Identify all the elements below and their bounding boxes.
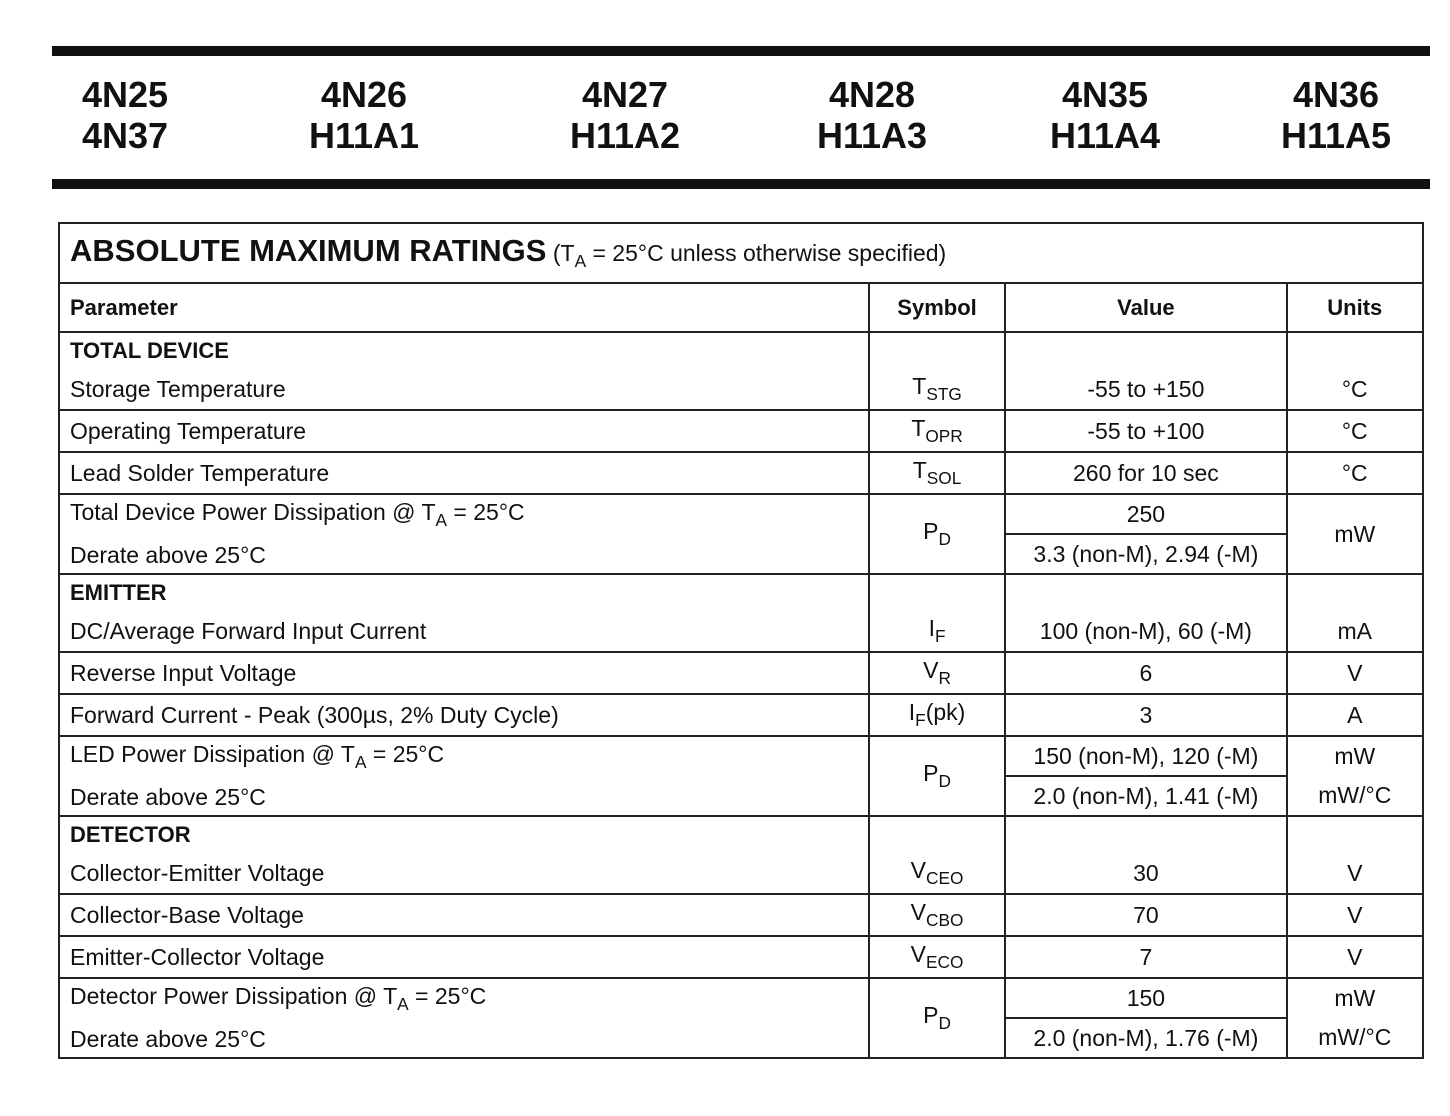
symbol-cell: $T_{OPR}$ [869,410,1005,452]
value-cell: 7 [1005,936,1286,978]
part-number: 4N28 [828,74,916,115]
unit-cell: °C [1287,369,1423,410]
symbol-cell: $T_{SOL}$ [869,452,1005,494]
part-number: 4N25 [81,74,169,115]
part-number: H11A5 [1280,115,1392,156]
symbol-cell: $P_D$ [869,736,1005,816]
value-cell: -55 to +150 [1005,369,1286,410]
unit-cell: A [1287,694,1423,736]
table-header-row [59,283,1423,332]
part-number-header [0,74,1450,164]
symbol-cell: $T_{STG}$ [869,369,1005,410]
unit-cell: mW/°C [1287,1018,1423,1058]
param-cell: Detector Power Dissipation @ $T_A = 25^\circ C$ Derate above 25°C [59,978,869,1058]
param-cell: DC/Average Forward Input Current [59,611,869,652]
part-number-group [15,74,235,156]
param-cell: Forward Current - Peak (300µs, 2% Duty Cycle) [59,694,869,736]
table-row [59,978,1423,1018]
top-rule [52,46,1430,56]
symbol-cell: $P_D$ [869,494,1005,574]
value-cell: 250 [1005,494,1286,534]
unit-cell: V [1287,652,1423,694]
param-cell: Collector-Emitter Voltage [59,853,869,894]
table-row [59,936,1423,978]
absolute-maximum-ratings-table [58,222,1424,1059]
table-title-text: ABSOLUTE MAXIMUM RATINGS [70,233,547,269]
table-condition: ($T_A = 25^\circ C$ unless otherwise specified) [552,240,947,272]
value-cell: 3.3 (non-M), 2.94 (-M) [1005,534,1286,574]
table-row [59,694,1423,736]
column-header-value: Value [1005,283,1286,332]
bottom-rule [52,179,1430,189]
unit-cell: mA [1287,611,1423,652]
value-cell: 2.0 (non-M), 1.76 (-M) [1005,1018,1286,1058]
part-number: 4N27 [581,74,669,115]
unit-cell: mW [1287,978,1423,1018]
column-header-symbol: Symbol [869,283,1005,332]
table-row [59,853,1423,894]
symbol-cell: $P_D$ [869,978,1005,1058]
value-cell: 3 [1005,694,1286,736]
unit-cell: mW [1287,494,1423,574]
param-cell: Operating Temperature [59,410,869,452]
value-cell: 100 (non-M), 60 (-M) [1005,611,1286,652]
symbol-cell: $V_{CBO}$ [869,894,1005,936]
table-title [59,223,1423,283]
part-number: H11A4 [1049,115,1161,156]
unit-cell: V [1287,936,1423,978]
part-number-group [1226,74,1446,156]
part-number-group [762,74,982,156]
section-row [59,816,1423,853]
value-cell: 150 [1005,978,1286,1018]
unit-cell: °C [1287,410,1423,452]
param-cell: Total Device Power Dissipation @ $T_A = 25^\circ C$ Derate above 25°C [59,494,869,574]
value-cell: 150 (non-M), 120 (-M) [1005,736,1286,776]
table-row [59,369,1423,410]
section-label: TOTAL DEVICE [59,332,869,369]
value-cell: 30 [1005,853,1286,894]
part-number-group [995,74,1215,156]
value-cell: 2.0 (non-M), 1.41 (-M) [1005,776,1286,816]
param-cell: LED Power Dissipation @ $T_A = 25^\circ C$ Derate above 25°C [59,736,869,816]
param-cell: Storage Temperature [59,369,869,410]
symbol-cell: $V_{ECO}$ [869,936,1005,978]
section-label: EMITTER [59,574,869,611]
table-row [59,452,1423,494]
param-cell: Emitter-Collector Voltage [59,936,869,978]
part-number-group [515,74,735,156]
param-cell: Collector-Base Voltage [59,894,869,936]
value-cell: 6 [1005,652,1286,694]
part-number: 4N35 [1061,74,1149,115]
value-cell: -55 to +100 [1005,410,1286,452]
section-row [59,574,1423,611]
column-header-parameter: Parameter [59,283,869,332]
symbol-cell: $V_R$ [869,652,1005,694]
value-cell: 70 [1005,894,1286,936]
table-row [59,410,1423,452]
table-row [59,611,1423,652]
section-row [59,332,1423,369]
part-number: H11A2 [569,115,681,156]
part-number: H11A1 [308,115,420,156]
column-header-units: Units [1287,283,1423,332]
unit-cell: °C [1287,452,1423,494]
table-row [59,494,1423,534]
part-number: 4N37 [81,115,169,156]
symbol-cell: $V_{CEO}$ [869,853,1005,894]
table-row [59,736,1423,776]
value-cell: 260 for 10 sec [1005,452,1286,494]
unit-cell: V [1287,894,1423,936]
table-row [59,894,1423,936]
part-number: 4N26 [320,74,408,115]
part-number: H11A3 [816,115,928,156]
param-cell: Reverse Input Voltage [59,652,869,694]
unit-cell: mW [1287,736,1423,776]
param-cell: Lead Solder Temperature [59,452,869,494]
table-row [59,652,1423,694]
symbol-cell: $I_F(pk)$ [869,694,1005,736]
unit-cell: mW/°C [1287,776,1423,816]
section-label: DETECTOR [59,816,869,853]
part-number-group [254,74,474,156]
unit-cell: V [1287,853,1423,894]
part-number: 4N36 [1292,74,1380,115]
symbol-cell: $I_F$ [869,611,1005,652]
